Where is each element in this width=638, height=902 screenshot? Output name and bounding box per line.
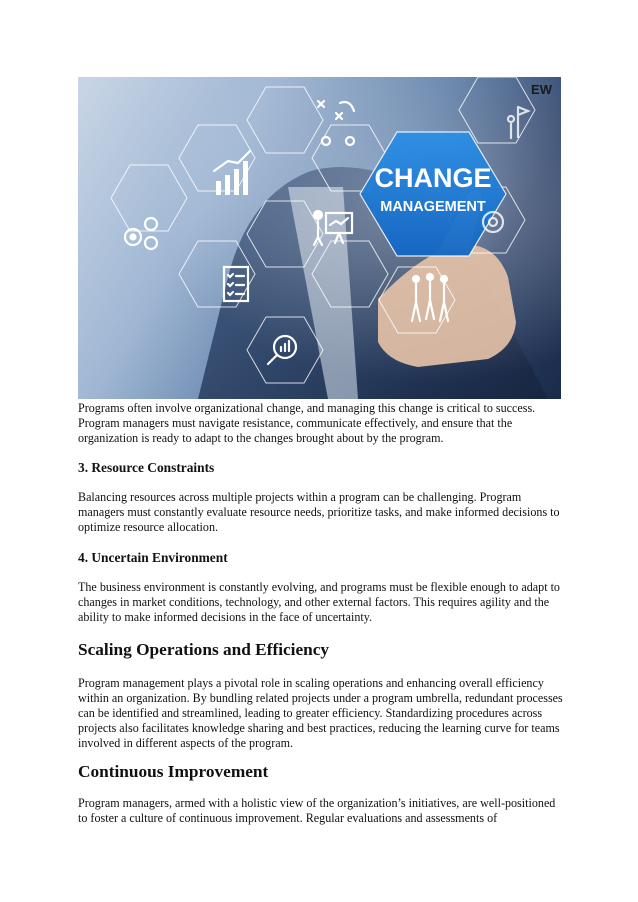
hero-headline-line2: MANAGEMENT bbox=[380, 199, 486, 215]
ew-logo: EW bbox=[531, 82, 552, 97]
heading-continuous-improvement: Continuous Improvement bbox=[78, 762, 269, 781]
intro-paragraph: Programs often involve organizational change, and managing this change is critical to success. Program managers must navigate resistance, communicate effectively, and ensure that the organization is ready to adapt to the changes brought about by the program. bbox=[78, 401, 536, 445]
body-scaling-operations: Program management plays a pivotal role in scaling operations and enhancing overall efficiency within an organization. By bundling related projects under a program umbrella, redundant processes can be identified and streamlined, leading to greater efficiency. Standardizing procedures across projects also facilitates knowledge sharing and best practices, reducing the learning curve for teams involved in different aspects of the program. bbox=[78, 676, 563, 750]
section-body-uncertain-environment: The business environment is constantly evolving, and programs must be flexible enough to adapt to changes in market conditions, technology, and other external factors. This requires agility and the ability to make informed decisions in the face of uncertainty. bbox=[78, 580, 560, 624]
section-body-resource-constraints: Balancing resources across multiple projects within a program can be challenging. Program managers must constantly evaluate resource needs, prioritize tasks, and make informed decisions to optimize resource allocation. bbox=[78, 490, 560, 534]
change-management-hero-image bbox=[78, 77, 561, 399]
heading-scaling-operations: Scaling Operations and Efficiency bbox=[78, 640, 330, 659]
section-heading-uncertain-environment: 4. Uncertain Environment bbox=[78, 550, 228, 565]
body-continuous-improvement: Program managers, armed with a holistic view of the organization’s initiatives, are well-positioned to foster a culture of continuous improvement. Regular evaluations and assessments of bbox=[78, 796, 556, 825]
hero-headline-line1: CHANGE bbox=[374, 163, 492, 193]
section-heading-resource-constraints: 3. Resource Constraints bbox=[78, 460, 215, 475]
